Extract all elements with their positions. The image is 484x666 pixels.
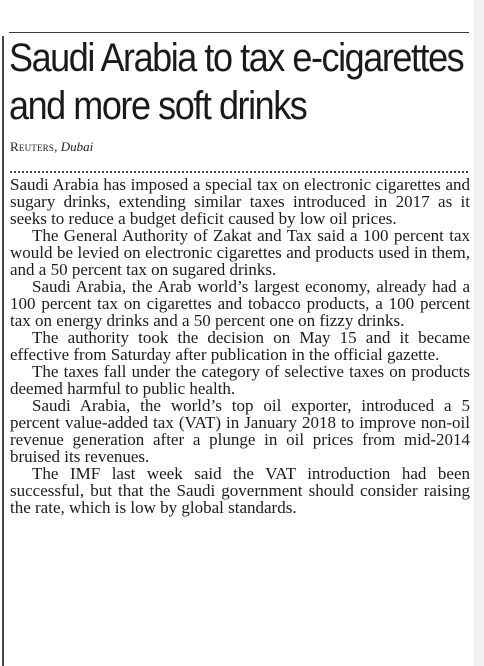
dotted-separator [10, 171, 468, 173]
paragraph: The General Authority of Zakat and Tax said a 100 percent tax would be levied on electronic cigarettes and products used in them, and a 50 percent tax on sugared drinks. [10, 226, 470, 279]
page-edge [474, 0, 484, 666]
paragraph: Saudi Arabia has imposed a special tax on electronic cigarettes and sugary drinks, extending similar taxes introduced in 2017 as it seeks to reduce a budget deficit caused by low oil prices. [10, 175, 470, 228]
byline [10, 139, 93, 155]
paragraph: The IMF last week said the VAT introduction had been successful, but that the Saudi government should consider raising the rate, which is low by global standards. [10, 464, 470, 517]
headline-line-2: and more soft drinks [9, 84, 307, 128]
column-left-rule [2, 36, 4, 666]
paragraph: The taxes fall under the category of selective taxes on products deemed harmful to public health. [10, 362, 470, 398]
article-body [10, 176, 470, 516]
byline-place: Dubai [60, 139, 94, 154]
paragraph: Saudi Arabia, the Arab world’s largest economy, already had a 100 percent tax on cigarettes and tobacco products, a 100 percent tax on energy drinks and a 50 percent one on fizzy drinks. [10, 277, 470, 330]
byline-agency: Reuters, [10, 139, 58, 154]
paragraph: Saudi Arabia, the world’s top oil exporter, introduced a 5 percent value-added tax (VAT) in January 2018 to improve non-oil revenue generation after a plunge in oil prices from mid-2014 bruised its revenues. [10, 396, 470, 466]
paragraph: The authority took the decision on May 15 and it became effective from Saturday after publication in the official gazette. [10, 328, 470, 364]
top-rule [9, 32, 469, 33]
headline [9, 34, 464, 130]
headline-line-1: Saudi Arabia to tax e-cigarettes [9, 36, 464, 80]
